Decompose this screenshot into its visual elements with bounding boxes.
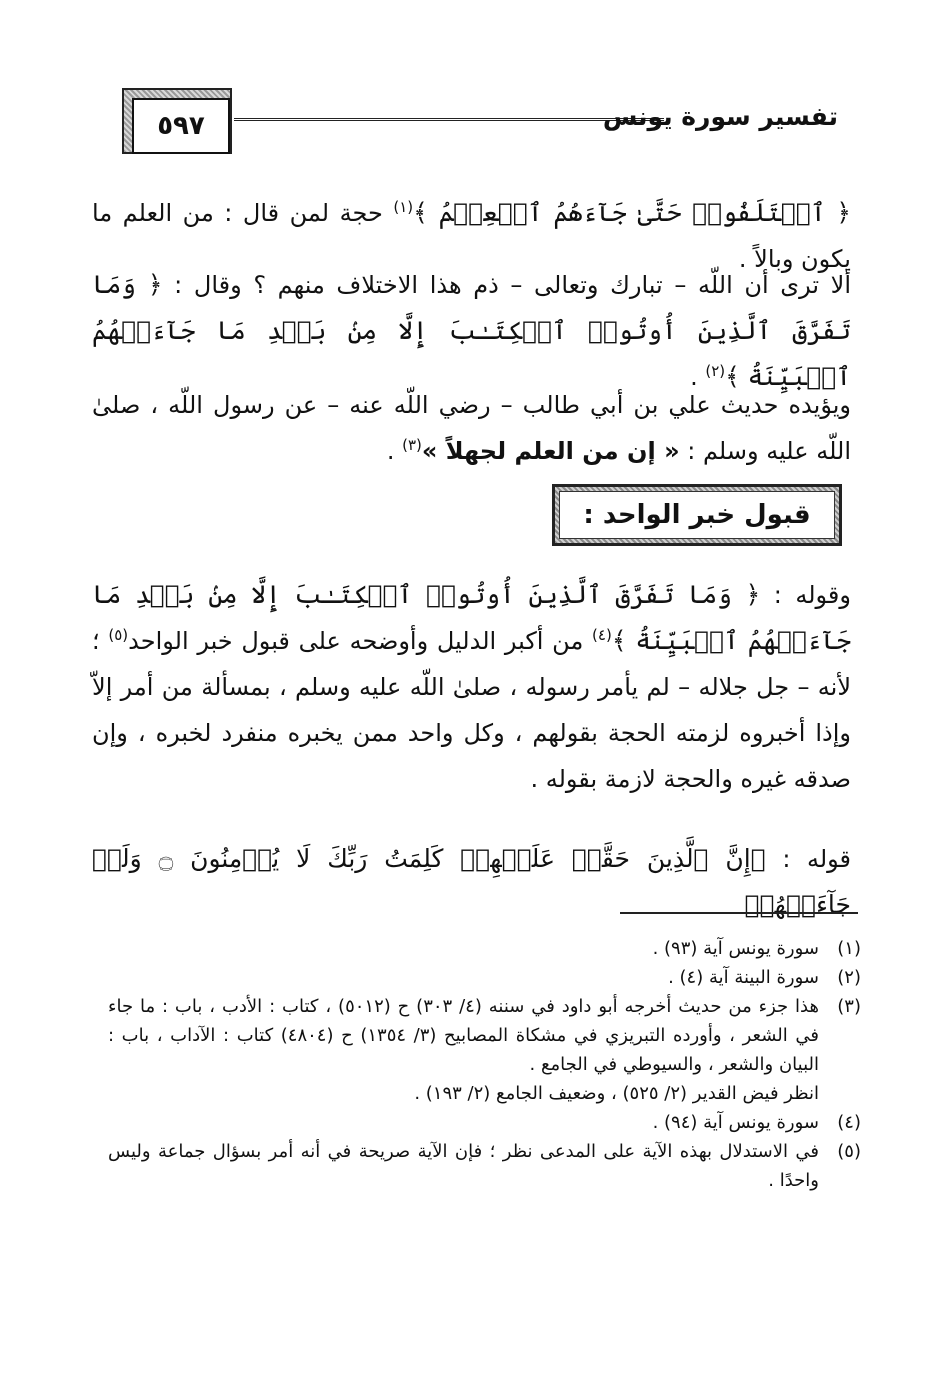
footnote-ref: (٤) (592, 626, 612, 644)
footnote-ref: (١) (393, 198, 414, 216)
footnote-ref: (٣) (402, 436, 422, 454)
header-rule (234, 118, 664, 121)
sentence-end: . (690, 363, 706, 391)
footnote-number: (٤) (837, 1112, 861, 1133)
footnote-rule (620, 912, 858, 914)
footnote-item (108, 1108, 861, 1137)
footnote-item (108, 963, 861, 992)
footnote-text: سورة يونس آية (٩٤) . (652, 1112, 819, 1133)
paragraph-lead: قوله : (782, 845, 851, 873)
footnotes (108, 934, 861, 1195)
footnote-item (108, 1137, 861, 1195)
section-heading-frame (552, 484, 842, 546)
paragraph-3 (92, 382, 851, 474)
footnote-text: سورة البينة آية (٤) . (668, 967, 819, 988)
footnote-item (108, 934, 861, 963)
footnote-text: في الاستدلال بهذه الآية على المدعى نظر ؛ فإن الآية صريحة في أنه أمر بسؤال جماعة وليس واحدًا . (108, 1141, 819, 1191)
quran-quote: ﴿ وَمَا تَفَرَّقَ ٱلَّذِینَ أُوتُوا۟ ٱلۡكِتَـٰبَ إِلَّا مِنۢ بَعۡدِ مَا جَآءَتۡهُمُ ٱلۡبَیِّنَةُ ﴾ (92, 270, 851, 391)
paragraph-text: ويؤيده حديث علي بن أبي طالب – رضي اللّه عنه – عن رسول اللّه ، صلىٰ اللّه عليه وسلم : (92, 391, 851, 465)
footnote-number: (٥) (837, 1141, 861, 1162)
paragraph-text: من أكبر الدليل وأوضحه على قبول خبر الواحد (128, 627, 584, 655)
paragraph-5 (92, 836, 851, 928)
footnote-text: هذا جزء من حديث أخرجه أبو داود في سننه (٤/ ٣٠٣) ح (٥٠١٢) ، كتاب : الأدب ، باب : ما جاء في الشعر ، وأورده التبريزي في مشكاة المصابيح (٣/ ١٣٥٤) ح (٤٨٠٤) كتاب : الآداب ، باب : البيان والشعر ، والسيوطي في الجامع . (108, 996, 819, 1075)
footnote-number: (٣) (837, 996, 861, 1017)
paragraph-4 (92, 572, 851, 802)
paragraph-text: ؛ لأنه – جل جلاله – لم يأمر رسوله ، صلىٰ اللّه عليه وسلم ، بمسألة من أمر إلاّ وإذا أخبروه لزمته الحجة بقولهم ، وكل واحد ممن يخبره منفرد لخبره ، وإن صدقه غيره والحجة لازمة بقوله . (92, 627, 851, 793)
footnote-item (108, 992, 861, 1079)
footnote-text: سورة يونس آية (٩٣) . (652, 938, 819, 959)
page-number: ٥٩٧ (132, 98, 230, 154)
paragraph-text: ألا ترى أن اللّه – تبارك وتعالى – ذم هذا الاختلاف منهم ؟ وقال : (174, 271, 851, 299)
page-header (118, 88, 838, 156)
hadith-quote: « إن من العلم لجهلاً » (421, 437, 680, 465)
footnote-ref: (٢) (705, 362, 726, 380)
paragraph-lead: وقوله : (773, 581, 851, 609)
quran-quote: ﴿ وَمَا تَفَرَّقَ ٱلَّذِینَ أُوتُوا۟ ٱلۡكِتَـٰبَ إِلَّا مِنۢ بَعۡدِ مَا جَآءَتۡهُمُ ٱلۡبَیِّنَةُ ﴾ (92, 580, 852, 655)
section-heading: قبول خبر الواحد : (559, 491, 835, 539)
quran-quote: ﴿ ٱخۡتَلَفُوا۟ حَتَّىٰ جَآءَهُمُ ٱلۡعِلۡمُ ﴾ (413, 198, 851, 227)
footnote-number: (٢) (837, 967, 861, 988)
footnote-continuation: انظر فيض القدير (٢/ ٥٢٥) ، وضعيف الجامع (٢/ ١٩٣) . (414, 1083, 819, 1104)
paragraph-2 (92, 262, 851, 400)
footnote-ref: (٥) (108, 626, 129, 644)
quran-quote: ﴿إِنَّ ٱلَّذِینَ حَقَّتۡ عَلَیۡهِمۡ كَلِمَتُ رَبِّكَ لَا یُؤۡمِنُونَ ۝ وَلَوۡ جَآءَتۡهُمۡ (92, 844, 851, 919)
sentence-end: . (386, 437, 403, 465)
footnote-number: (١) (837, 938, 861, 959)
running-title: تفسير سورة يونس (602, 102, 838, 131)
paragraph-text: حجة لمن قال : من العلم ما يكون وبالاً . (92, 199, 851, 273)
